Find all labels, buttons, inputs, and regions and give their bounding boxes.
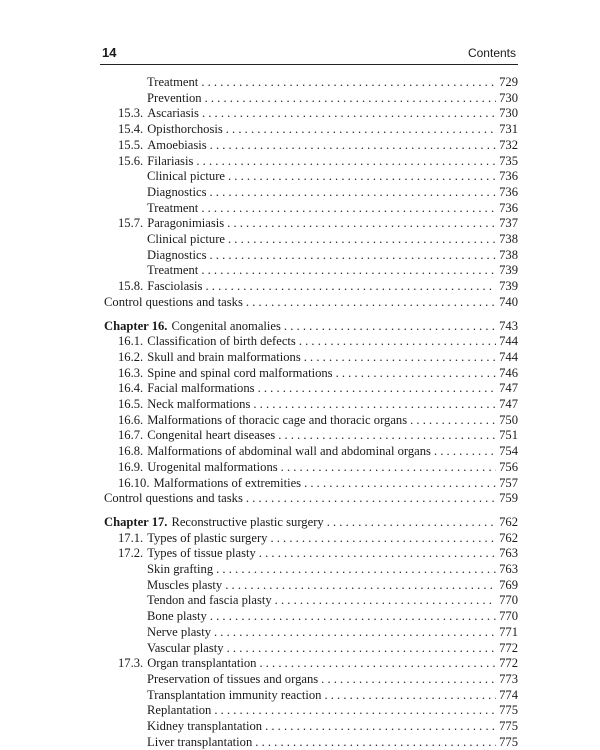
dot-leader bbox=[227, 215, 496, 231]
toc-entry[interactable] bbox=[100, 153, 518, 169]
entry-title: Skull and brain malformations bbox=[147, 349, 301, 364]
toc-entry[interactable] bbox=[100, 278, 518, 294]
entry-page-number: 738 bbox=[499, 247, 518, 262]
section-number: 15.8. bbox=[118, 279, 144, 294]
entry-page-number: 731 bbox=[499, 122, 518, 137]
dot-leader bbox=[299, 333, 496, 349]
toc-entry[interactable] bbox=[100, 443, 518, 459]
entry-title: Preservation of tissues and organs bbox=[147, 671, 319, 686]
dot-leader bbox=[214, 702, 496, 718]
dot-leader bbox=[205, 278, 496, 294]
entry-page-number: 744 bbox=[499, 349, 518, 364]
section-number: 16.4. bbox=[118, 381, 144, 396]
dot-leader bbox=[228, 168, 496, 184]
entry-title: Diagnostics bbox=[147, 247, 207, 262]
section-number: 16.7. bbox=[118, 428, 144, 443]
section-number: 17.1. bbox=[118, 530, 144, 545]
section-number: 16.3. bbox=[118, 365, 144, 380]
entry-page-number: 774 bbox=[499, 687, 518, 702]
dot-leader bbox=[265, 718, 496, 734]
section-number: 16.9. bbox=[118, 459, 144, 474]
section-number: 17.3. bbox=[118, 656, 144, 671]
entry-page-number: 763 bbox=[499, 562, 518, 576]
entry-title: Treatment bbox=[147, 200, 199, 215]
section-number: 15.7. bbox=[118, 216, 144, 231]
toc-entry[interactable] bbox=[100, 349, 518, 365]
entry-page-number: 735 bbox=[499, 153, 518, 168]
entry-page-number: 751 bbox=[499, 428, 518, 443]
toc-entry[interactable] bbox=[100, 624, 518, 640]
entry-title: Diagnostics bbox=[147, 184, 207, 199]
toc-entry[interactable] bbox=[100, 380, 518, 396]
toc-entry[interactable] bbox=[100, 396, 518, 412]
dot-leader bbox=[259, 655, 496, 671]
section-number: 16.10. bbox=[118, 475, 150, 490]
toc-entry[interactable] bbox=[100, 137, 518, 153]
dot-leader bbox=[255, 734, 496, 750]
section-number: 15.4. bbox=[118, 122, 144, 137]
section-number: 16.1. bbox=[118, 334, 144, 349]
dot-leader bbox=[327, 514, 496, 530]
dot-leader bbox=[410, 412, 496, 428]
entry-page-number: 771 bbox=[499, 624, 518, 639]
entry-title: Facial malformations bbox=[147, 381, 255, 396]
entry-title: Opisthorchosis bbox=[147, 122, 223, 137]
toc-entry[interactable] bbox=[100, 168, 518, 184]
toc-entry[interactable] bbox=[100, 215, 518, 231]
toc-entry[interactable] bbox=[100, 459, 518, 475]
entry-title: Malformations of abdominal wall and abdominal organs bbox=[147, 444, 431, 459]
entry-title: Skin grafting bbox=[147, 562, 214, 576]
entry-title: Vascular plasty bbox=[147, 640, 224, 655]
toc-chapter-entry[interactable] bbox=[100, 514, 518, 530]
dot-leader bbox=[324, 687, 496, 703]
dot-leader bbox=[284, 318, 496, 334]
toc-entry[interactable] bbox=[100, 702, 518, 718]
section-number: 16.6. bbox=[118, 412, 144, 427]
dot-leader bbox=[336, 365, 497, 381]
entry-page-number: 762 bbox=[499, 530, 518, 545]
entry-title: Ascariasis bbox=[147, 106, 199, 121]
dot-leader bbox=[228, 231, 496, 247]
entry-title: Organ transplantation bbox=[147, 656, 257, 671]
dot-leader bbox=[205, 90, 497, 106]
dot-leader bbox=[209, 247, 496, 263]
entry-page-number: 746 bbox=[499, 365, 518, 380]
entry-page-number: 747 bbox=[499, 381, 518, 396]
page-header bbox=[100, 42, 518, 65]
dot-leader bbox=[275, 592, 496, 608]
entry-page-number: 738 bbox=[499, 232, 518, 246]
entry-title: Neck malformations bbox=[147, 397, 251, 411]
entry-page-number: 770 bbox=[499, 593, 518, 608]
toc-entry[interactable] bbox=[100, 592, 518, 608]
entry-page-number: 736 bbox=[499, 200, 518, 215]
entry-page-number: 736 bbox=[499, 169, 518, 184]
entry-title: Fasciolasis bbox=[147, 279, 203, 294]
entry-title: Treatment bbox=[147, 75, 199, 89]
toc-chapter-entry[interactable] bbox=[100, 318, 518, 334]
entry-page-number: 730 bbox=[499, 90, 518, 105]
toc-entry[interactable] bbox=[100, 671, 518, 687]
entry-title: Control questions and tasks bbox=[104, 294, 243, 309]
entry-page-number: 739 bbox=[499, 279, 518, 294]
entry-title: Liver transplantation bbox=[147, 734, 253, 749]
entry-page-number: 736 bbox=[499, 184, 518, 199]
dot-leader bbox=[225, 577, 496, 593]
entry-title: Treatment bbox=[147, 263, 199, 278]
toc-entry[interactable] bbox=[100, 475, 518, 491]
toc-entry[interactable] bbox=[100, 184, 518, 200]
dot-leader bbox=[196, 153, 496, 169]
toc-entry[interactable] bbox=[100, 687, 518, 703]
toc-entry[interactable] bbox=[100, 577, 518, 593]
dot-leader bbox=[201, 262, 496, 278]
entry-page-number: 775 bbox=[499, 719, 518, 733]
toc-entry[interactable] bbox=[100, 333, 518, 349]
toc-entry[interactable] bbox=[100, 561, 518, 577]
dot-leader bbox=[434, 443, 496, 459]
entry-title: Spine and spinal cord malformations bbox=[147, 365, 333, 380]
toc-entry[interactable] bbox=[100, 655, 518, 671]
dot-leader bbox=[270, 530, 496, 546]
entry-title: Amoebiasis bbox=[147, 137, 207, 152]
entry-title: Clinical picture bbox=[147, 169, 225, 184]
entry-page-number: 730 bbox=[499, 106, 518, 121]
entry-title: Muscles plasty bbox=[147, 577, 223, 592]
chapter-label: Chapter 16. bbox=[104, 318, 168, 333]
entry-title: Congenital heart diseases bbox=[147, 428, 276, 443]
entry-title: Classification of birth defects bbox=[147, 334, 296, 349]
entry-title: Reconstructive plastic surgery bbox=[171, 514, 324, 529]
dot-leader bbox=[304, 475, 496, 491]
dot-leader bbox=[226, 121, 496, 137]
entry-title: Clinical picture bbox=[147, 232, 225, 246]
toc-entry[interactable] bbox=[100, 121, 518, 137]
toc-entry[interactable] bbox=[100, 490, 518, 506]
dot-leader bbox=[201, 200, 496, 216]
toc-entry[interactable] bbox=[100, 294, 518, 310]
entry-page-number: 772 bbox=[499, 640, 518, 655]
entry-title: Nerve plasty bbox=[147, 624, 211, 639]
page-number: 14 bbox=[102, 45, 117, 60]
dot-leader bbox=[278, 427, 496, 443]
entry-page-number: 732 bbox=[499, 137, 518, 152]
entry-page-number: 763 bbox=[499, 546, 518, 561]
entry-title: Congenital anomalies bbox=[171, 318, 281, 333]
dot-leader bbox=[214, 624, 496, 640]
entry-page-number: 773 bbox=[499, 671, 518, 686]
entry-page-number: 756 bbox=[499, 459, 518, 474]
toc-entry[interactable] bbox=[100, 231, 518, 247]
entry-title: Prevention bbox=[147, 90, 202, 105]
entry-title: Malformations of extremities bbox=[153, 475, 302, 490]
toc-entry[interactable] bbox=[100, 530, 518, 546]
entry-page-number: 772 bbox=[499, 656, 518, 671]
entry-page-number: 754 bbox=[499, 444, 518, 459]
dot-leader bbox=[258, 380, 497, 396]
entry-title: Control questions and tasks bbox=[104, 491, 243, 506]
section-number: 15.3. bbox=[118, 106, 144, 121]
dot-leader bbox=[227, 640, 497, 656]
entry-page-number: 743 bbox=[499, 318, 518, 333]
section-number: 16.2. bbox=[118, 349, 144, 364]
toc-entry[interactable] bbox=[100, 262, 518, 278]
section-number: 15.5. bbox=[118, 137, 144, 152]
entry-title: Urogenital malformations bbox=[147, 459, 278, 474]
dot-leader bbox=[202, 105, 496, 121]
toc-entry[interactable] bbox=[100, 90, 518, 106]
section-number: 17.2. bbox=[118, 546, 144, 561]
toc-entry[interactable] bbox=[100, 545, 518, 561]
entry-page-number: 759 bbox=[499, 491, 518, 506]
toc-entry[interactable] bbox=[100, 365, 518, 381]
toc-entry[interactable] bbox=[100, 427, 518, 443]
entry-page-number: 757 bbox=[499, 475, 518, 490]
entry-title: Malformations of thoracic cage and thoracic organs bbox=[147, 412, 408, 427]
toc-entry[interactable] bbox=[100, 718, 518, 734]
entry-title: Types of plastic surgery bbox=[147, 530, 268, 545]
toc-entry[interactable] bbox=[100, 734, 518, 750]
toc-entry[interactable] bbox=[100, 200, 518, 216]
entry-page-number: 775 bbox=[499, 734, 518, 749]
entry-title: Bone plasty bbox=[147, 609, 207, 624]
toc-entry[interactable] bbox=[100, 412, 518, 428]
dot-leader bbox=[216, 561, 496, 577]
section-number: 15.6. bbox=[118, 153, 144, 168]
toc-entry[interactable] bbox=[100, 247, 518, 263]
toc-entry[interactable] bbox=[100, 608, 518, 624]
entry-title: Types of tissue plasty bbox=[147, 546, 256, 561]
dot-leader bbox=[281, 459, 496, 475]
entry-page-number: 740 bbox=[499, 294, 518, 309]
entry-title: Tendon and fascia plasty bbox=[147, 593, 272, 608]
dot-leader bbox=[246, 490, 496, 506]
running-head: Contents bbox=[467, 46, 516, 60]
dot-leader bbox=[210, 137, 496, 153]
entry-title: Transplantation immunity reaction bbox=[147, 687, 322, 702]
dot-leader bbox=[304, 349, 496, 365]
entry-title: Filariasis bbox=[147, 153, 194, 168]
entry-page-number: 762 bbox=[499, 514, 518, 529]
entry-page-number: 729 bbox=[499, 75, 518, 89]
dot-leader bbox=[201, 74, 496, 90]
toc-entry[interactable] bbox=[100, 105, 518, 121]
entry-page-number: 750 bbox=[499, 412, 518, 427]
entry-title: Kidney transplantation bbox=[147, 719, 263, 733]
entry-title: Paragonimiasis bbox=[147, 216, 225, 231]
toc-entry[interactable] bbox=[100, 74, 518, 90]
dot-leader bbox=[259, 545, 496, 561]
dot-leader bbox=[209, 184, 496, 200]
section-number: 16.5. bbox=[118, 397, 144, 411]
dot-leader bbox=[210, 608, 496, 624]
toc-entry[interactable] bbox=[100, 640, 518, 656]
dot-leader bbox=[253, 396, 496, 412]
dot-leader bbox=[246, 294, 496, 310]
chapter-label: Chapter 17. bbox=[104, 514, 168, 529]
entry-page-number: 744 bbox=[499, 334, 518, 349]
section-number: 16.8. bbox=[118, 444, 144, 459]
entry-page-number: 770 bbox=[499, 609, 518, 624]
entry-page-number: 739 bbox=[499, 263, 518, 278]
entry-title: Replantation bbox=[147, 703, 212, 718]
dot-leader bbox=[321, 671, 496, 687]
entry-page-number: 769 bbox=[499, 577, 518, 592]
entry-page-number: 747 bbox=[499, 397, 518, 411]
entry-page-number: 737 bbox=[499, 216, 518, 231]
entry-page-number: 775 bbox=[499, 703, 518, 718]
